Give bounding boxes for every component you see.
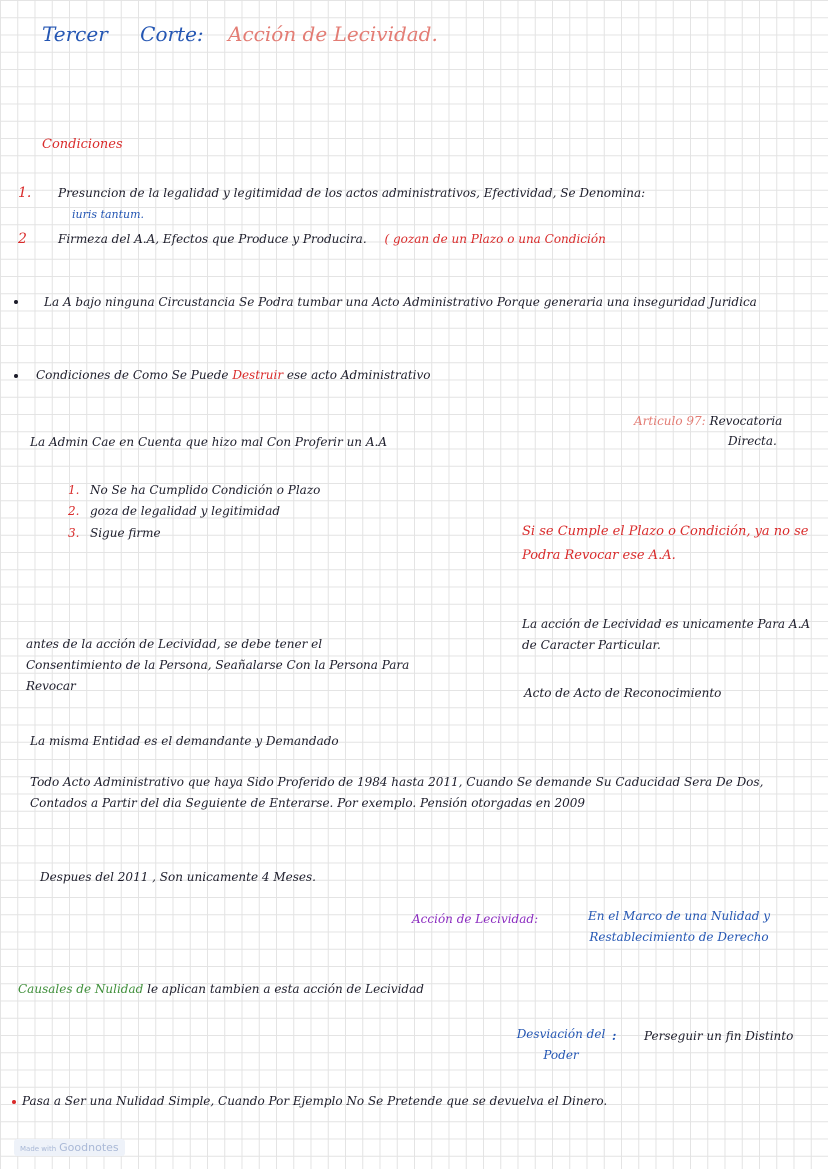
bullet-dot xyxy=(14,300,18,304)
accion-lecividad-text: En el Marco de una Nulidad y Restablecimiento de Derecho xyxy=(587,909,771,944)
iuris-tantum-note: iuris tantum. xyxy=(72,208,145,221)
desviacion-colon: : xyxy=(612,1029,617,1043)
articulo-note: Articulo 97: Revocatoria xyxy=(634,414,783,428)
acto-reconocimiento: Acto de Acto de Reconocimiento xyxy=(524,686,722,700)
admin-line: La Admin Cae en Cuenta que hizo mal Con Proferir un A.A xyxy=(30,435,387,449)
bullet-dot xyxy=(14,374,18,378)
desviacion-label: Desviación del Poder xyxy=(516,1027,606,1062)
page-title xyxy=(42,22,438,46)
bullet-1-text: La A bajo ninguna Circustancia Se Podra tumbar una Acto Administrativo Porque generaria una inseguridad Juridica xyxy=(44,295,757,309)
conditions-heading: Condiciones xyxy=(42,137,123,152)
sublist-item-1: 1. No Se ha Cumplido Condición o Plazo xyxy=(68,483,321,497)
bullet-dot xyxy=(12,1100,16,1104)
title-part1: Tercer xyxy=(42,22,108,46)
sublist-item-3: 3. Sigue firme xyxy=(68,526,161,540)
nulidad-simple-line: Pasa a Ser una Nulidad Simple, Cuando Por Ejemplo No Se Pretende que se devuelva el Dinero. xyxy=(22,1094,608,1108)
title-part3: Acción de Lecividad. xyxy=(228,22,438,46)
misma-entidad-line: La misma Entidad es el demandante y Demandado xyxy=(30,734,339,748)
numbered-item-1: 1. Presuncion de la legalidad y legitimidad de los actos administrativos, Efectividad, Se Denomina: xyxy=(18,185,646,201)
accion-lecividad-label: Acción de Lecividad: xyxy=(412,912,539,926)
numbered-item-2: 2 Firmeza del A.A, Efectos que Produce y Producira. ( gozan de un Plazo o una Condición xyxy=(18,231,606,247)
bullet-2-text: Condiciones de Como Se Puede Destruir ese acto Administrativo xyxy=(36,368,431,382)
caducidad-note: Todo Acto Administrativo que haya Sido Proferido de 1984 hasta 2011, Cuando Se demande Su Caducidad Sera De Dos, Contados a Partir del dia Seguiente de Enterarse. Por exemplo. Pensión otorgadas en 2009 xyxy=(30,775,764,810)
desviacion-text: Perseguir un fin Distinto xyxy=(644,1029,794,1043)
lecividad-particular-note: La acción de Lecividad es unicamente Para A.A de Caracter Particular. xyxy=(522,617,811,652)
goodnotes-watermark: Made with Goodnotes xyxy=(14,1139,125,1156)
articulo-note-cont: Directa. xyxy=(728,434,777,448)
consentimiento-note: antes de la acción de Lecividad, se debe tener el Consentimiento de la Persona, Seañalarse Con la Persona Para Revocar xyxy=(26,637,410,693)
despues-line: Despues del 2011 , Son unicamente 4 Meses. xyxy=(40,870,316,884)
sublist-item-2: 2. goza de legalidad y legitimidad xyxy=(68,504,281,518)
revocar-note: Si se Cumple el Plazo o Condición, ya no se Podra Revocar ese A.A. xyxy=(522,524,809,563)
title-part2: Corte: xyxy=(140,22,204,46)
causales-line: Causales de Nulidad le aplican tambien a esta acción de Lecividad xyxy=(18,982,424,996)
